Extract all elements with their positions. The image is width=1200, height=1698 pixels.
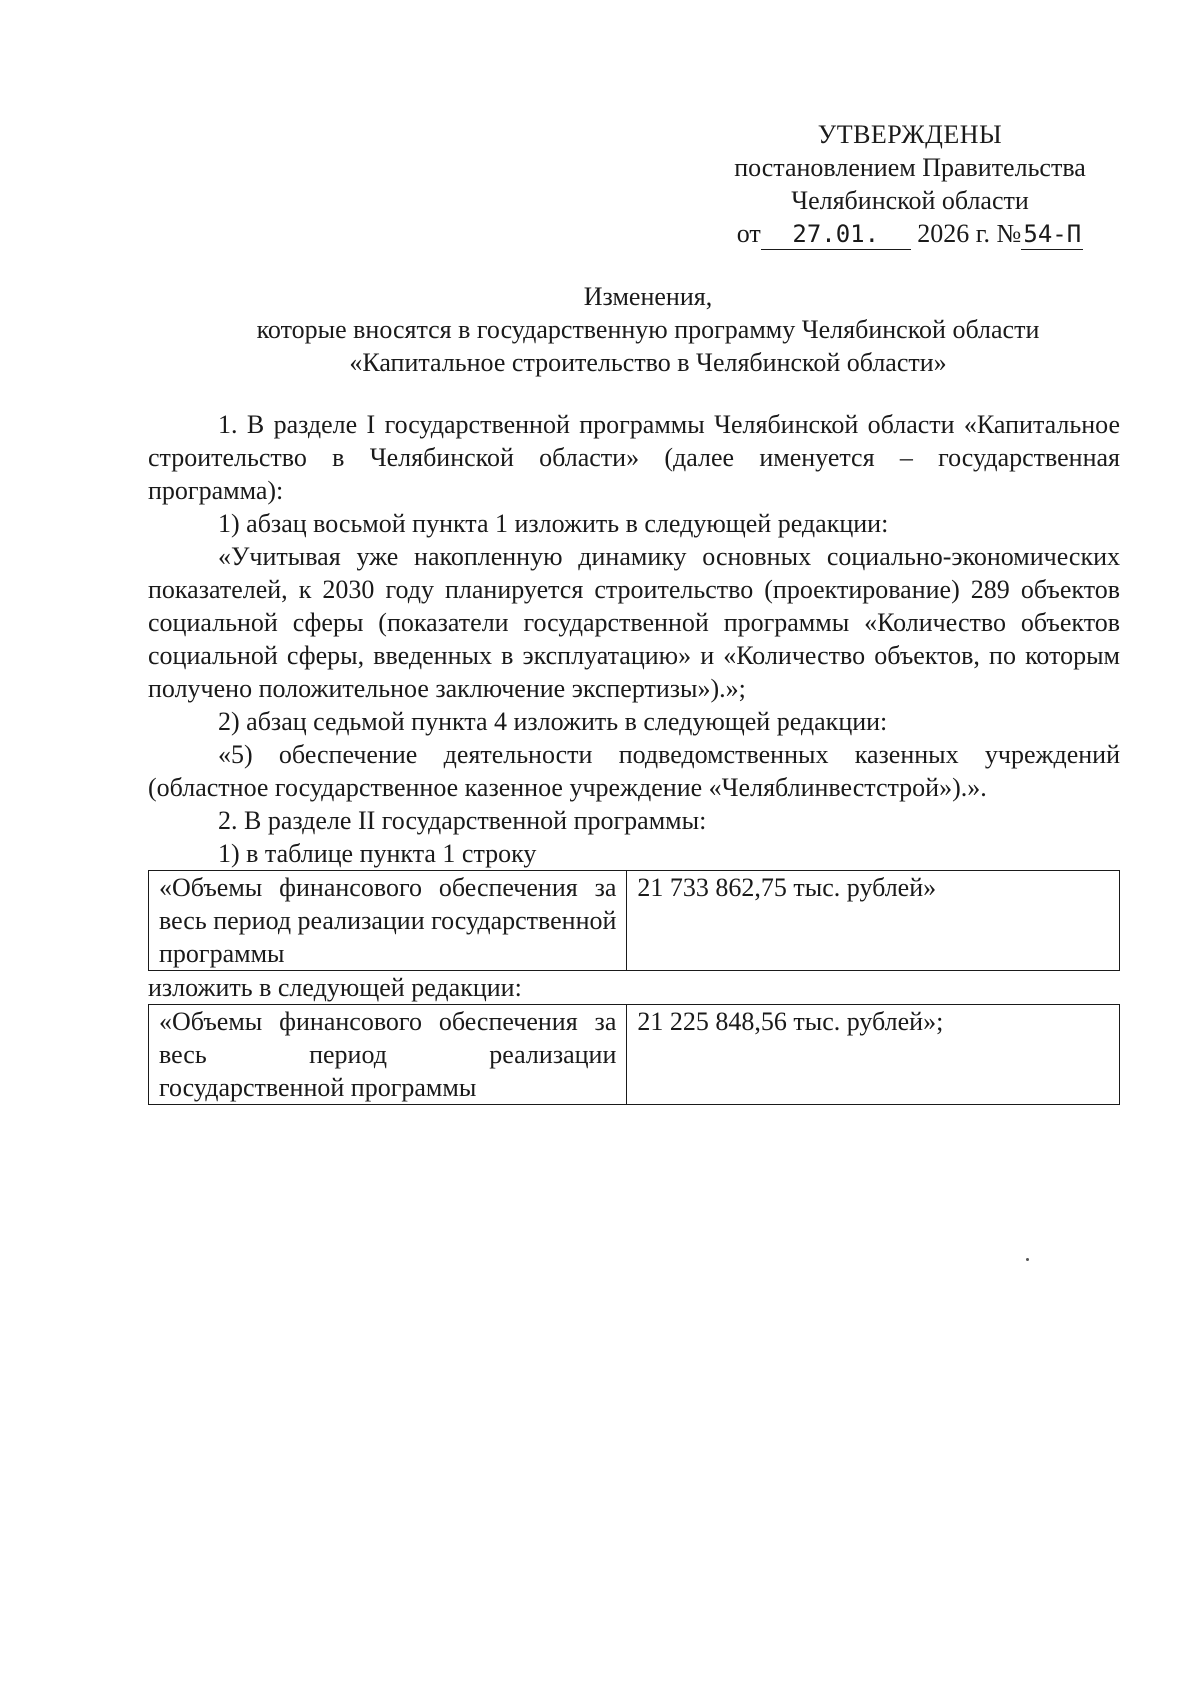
paragraph-4: 2) абзац седьмой пункта 4 изложить в следующей редакции: — [218, 707, 888, 736]
table-cell-label: «Объемы финансового обеспечения за весь период реализации государственной программы — [149, 871, 627, 971]
table-cell-label: «Объемы финансового обеспечения за весь период реализации государственной программы — [149, 1005, 627, 1105]
table-row — [149, 871, 1120, 971]
approval-line-2: Челябинской области — [791, 186, 1029, 215]
table-old-row — [148, 870, 1120, 971]
document-title — [148, 280, 1148, 379]
approval-line-1: постановлением Правительства — [734, 153, 1086, 182]
paragraph-3: «Учитывая уже накопленную динамику основных социально-экономических показателей, к 2030 году планируется строительство (проектирование) 289 объектов социальной сферы (показатели государственной программы «Количество объектов социальной сферы, введенных в эксплуатацию» и «Количество объектов, по которым получено положительное заключение экспертизы»).»; — [148, 542, 1120, 703]
paragraph-6: 2. В разделе II государственной программы: — [218, 806, 707, 835]
date-field: 27.01. — [761, 219, 911, 250]
approval-date-line — [700, 217, 1120, 250]
title-line-2: которые вносятся в государственную программу Челябинской области — [256, 315, 1040, 344]
title-line-3: «Капитальное строительство в Челябинской области» — [349, 348, 947, 377]
approval-heading: УТВЕРЖДЕНЫ — [817, 120, 1003, 149]
approval-stamp — [700, 118, 1120, 250]
table-cell-value: 21 733 862,75 тыс. рублей» — [627, 871, 1120, 971]
table-new-row — [148, 1004, 1120, 1105]
table-cell-value: 21 225 848,56 тыс. рублей»; — [627, 1005, 1120, 1105]
document-body — [148, 408, 1120, 1105]
title-line-1: Изменения, — [583, 282, 713, 311]
paragraph-2: 1) абзац восьмой пункта 1 изложить в следующей редакции: — [218, 509, 889, 538]
from-label: от — [736, 219, 761, 248]
table-row — [149, 1005, 1120, 1105]
year-text: 2026 г. № — [917, 219, 1022, 248]
scan-speck — [1026, 1258, 1029, 1261]
paragraph-1: 1. В разделе I государственной программы Челябинской области «Капитальное строительство в Челябинской области» (далее именуется – государственная программа): — [148, 410, 1120, 505]
paragraph-8: изложить в следующей редакции: — [148, 973, 522, 1002]
paragraph-5: «5) обеспечение деятельности подведомственных казенных учреждений (областное государственное казенное учреждение «Челяблинвестстрой»).». — [148, 740, 1120, 802]
number-field: 54-П — [1021, 219, 1083, 250]
paragraph-7: 1) в таблице пункта 1 строку — [218, 839, 537, 868]
